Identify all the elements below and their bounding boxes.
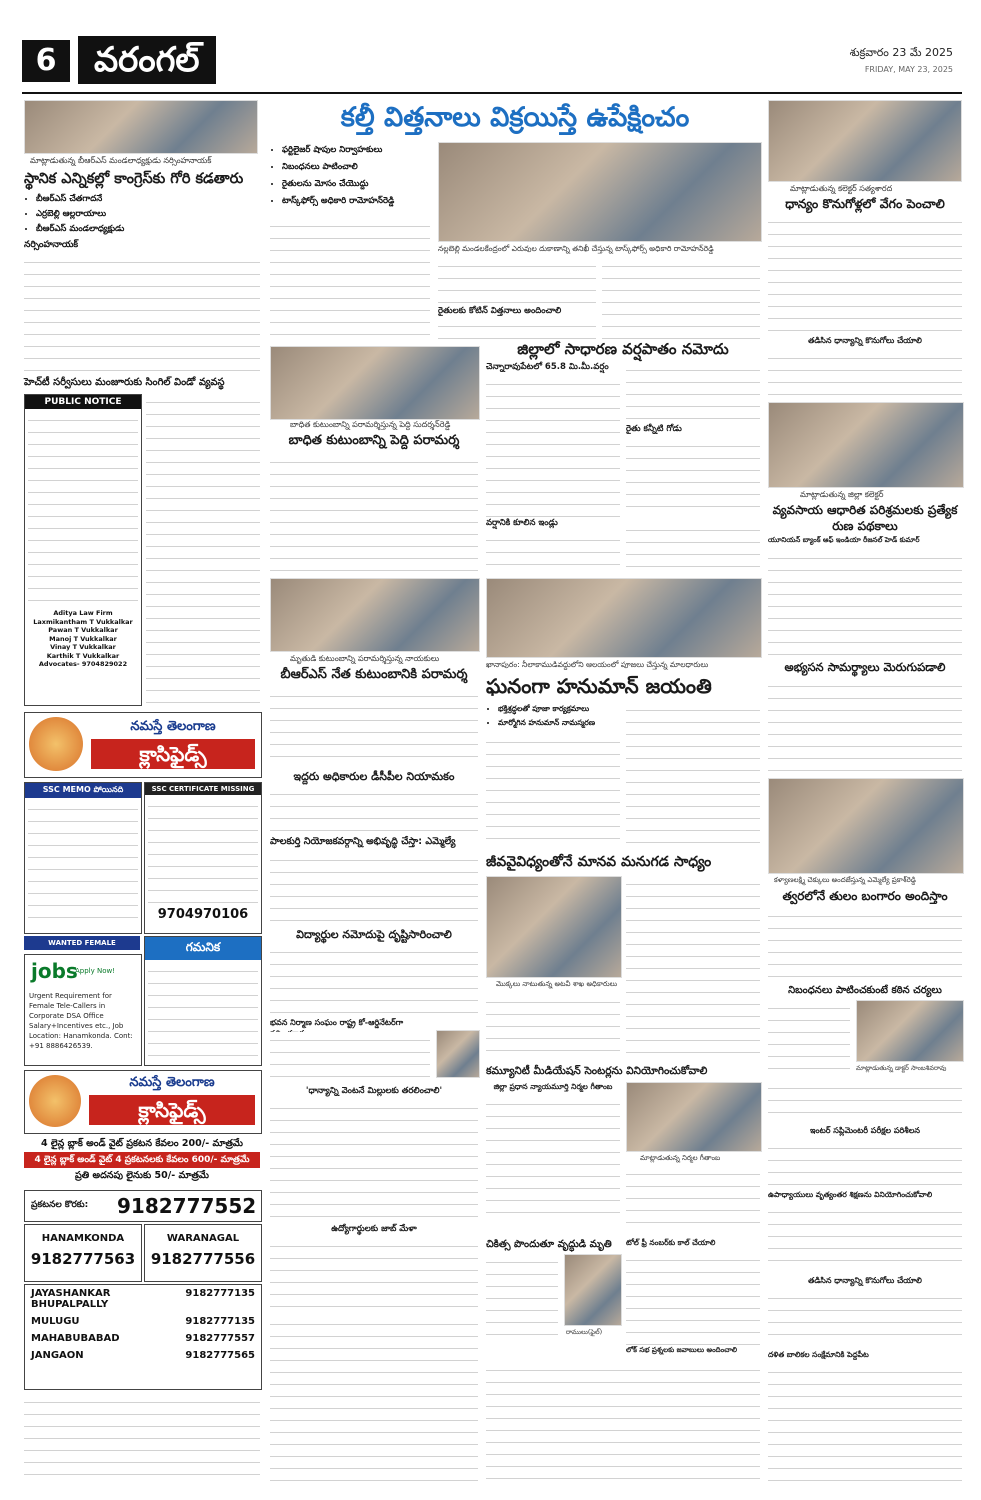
dcp-headline: ఇద్దరు అధికారుల డీసీపీల నియామకం: [293, 770, 455, 783]
district-row: [25, 1347, 261, 1364]
students-headline: విద్యార్థుల నమోదుపై దృష్టిసారించాలి: [296, 928, 452, 941]
notice-signatory: Pawan T Vukkalkar: [48, 626, 118, 634]
center-bottom-filler: [270, 1316, 478, 1482]
classifieds-logo-icon: [29, 717, 83, 771]
left-second-headline: హెచ్‌టీ సర్వీసులు మంజూరుకు సింగిల్ విండో వ్యవస్థ: [24, 377, 225, 388]
mediation-body-col2: [626, 1166, 760, 1232]
hanuman-body-col1: [486, 734, 620, 846]
jobs-logo: jobs: [31, 959, 78, 983]
farmers-sub: రైతు కన్నీటి గోడు: [626, 424, 682, 434]
death-body: [486, 1254, 558, 1346]
bio-body-col2: [626, 876, 760, 1058]
left-article-body-2: [146, 394, 260, 704]
notice-signatory: Vinay T Vukkalkar: [50, 643, 116, 651]
notice-signatory: Laxmikantham T Vukkalkar: [33, 617, 133, 626]
mediation-headline: కమ్యూనిటీ మీడియేషన్ సెంటర్లను వినియోగించుకోవాలి: [486, 1065, 708, 1077]
lead-body-col1: [270, 218, 430, 340]
toll-sub: టోల్ ఫ్రీ నంబర్‌కు కాల్ చేయాలి: [626, 1238, 716, 1247]
grain-body: [270, 1100, 478, 1220]
right-body1: [768, 214, 962, 332]
district-phone: 9182777557: [185, 1333, 255, 1344]
district-name: MULUGU: [31, 1316, 80, 1327]
classifieds-brand-2: నమస్తే తెలంగాణ: [129, 1075, 215, 1090]
condolence2-headline: బీఆర్ఎస్ నేత కుటుంబానికి పరామర్శ: [280, 667, 468, 682]
condolence1-caption: బాధిత కుటుంబాన్ని పరామర్శిస్తున్న పెద్ది సుదర్శన్‌రెడ్డి: [290, 420, 451, 429]
bio-body-col1: [486, 994, 620, 1058]
wanted-banner: WANTED FEMALE TELECALLERS: [24, 936, 140, 950]
lead-bullet: • నిబంధనలు పాటించాలి: [282, 159, 430, 176]
right-sub1-body: [768, 350, 962, 398]
classified-rates: [24, 1136, 260, 1184]
left-bullets: [24, 192, 260, 237]
lead-body-col3: [602, 258, 760, 340]
district-row: [25, 1313, 261, 1330]
district-contacts: [24, 1284, 262, 1390]
page-number: 6: [22, 40, 70, 82]
district-row: [25, 1330, 261, 1347]
right-photo2-caption: మాట్లాడుతున్న జిల్లా కలెక్టర్: [800, 490, 884, 499]
left-bullet: • బీఆర్ఎస్ చేతగాదనే: [36, 192, 260, 207]
rain-headline: జిల్లాలో సాధారణ వర్షపాతం నమోదు: [517, 340, 729, 358]
toll-body: [626, 1252, 760, 1346]
contact-box: [24, 1190, 262, 1222]
ssc-memo-body: [28, 801, 138, 927]
rain2-sub: వర్షానికి కూలిన ఇండ్లు: [486, 518, 620, 530]
right-sub7: ఉపాధ్యాయులు వృత్యంతర శిక్షణను వినియోగించుకోవాలి: [768, 1190, 933, 1199]
ssc-certificate-phone: 9704970106: [157, 907, 249, 922]
public-notice: [24, 394, 142, 706]
notice-signatory: Advocates- 9704829022: [38, 660, 128, 668]
right-body3: [768, 678, 962, 774]
right-photo-caption: మాట్లాడుతున్న కలెక్టర్ సత్యశారద: [790, 184, 893, 193]
left-byline: నర్సింహనాయక్: [24, 240, 79, 250]
hanuman-headline: ఘనంగా హనుమాన్ జయంతి: [486, 674, 712, 698]
mediation-sub: జిల్లా ప్రధాన న్యాయమూర్తి నిర్మల గీతాంబ: [493, 1082, 613, 1091]
farmers-body: [626, 438, 760, 518]
classifieds-logo-icon: [29, 1075, 81, 1127]
classifieds-title: క్లాసిఫైడ్స్: [91, 739, 255, 769]
condolence1-photo: [270, 346, 480, 420]
left-photo: [24, 100, 258, 154]
contact-phone: 9182777552: [117, 1194, 257, 1218]
left-headline: స్థానిక ఎన్నికల్లో కాంగ్రెస్‌కు గోరి కడతారు: [24, 171, 244, 187]
notice-signatory: Manoj T Vukkalkar: [49, 634, 117, 643]
mla-headline: పాలకుర్తి నియోజకవర్గాన్ని అభివృద్ధి చేస్తా: ఎమ్మెల్యే: [270, 836, 456, 847]
right-headline2: వ్యవసాయ ఆధారిత పరిశ్రమలకు ప్రత్యేక రుణ పథకాలు: [772, 503, 958, 533]
condolence2-photo: [270, 578, 480, 652]
hanuman-bullet: • మార్మోగిన హనుమాన్ నామస్మరణ: [498, 716, 620, 730]
right-photo3-caption: కళ్యాణలక్ష్మి చెక్కులు అందజేస్తున్న ఎమ్మెల్యే ప్రకాశ్‌రెడ్డి: [774, 876, 916, 884]
left-bullet: • ఎర్రబెల్లి ఆల్లరాయాలు: [36, 207, 260, 222]
condolence1-headline: బాధిత కుటుంబాన్ని పెద్ది పరామర్శ: [288, 433, 460, 448]
ssc-certificate-body: [148, 798, 258, 904]
lead-headline: కల్తీ విత్తనాలు విక్రయిస్తే ఉపేక్షించం: [340, 102, 690, 133]
right-sub6: ఇంటర్ సప్లిమెంటరీ పరీక్షల పరిశీలన: [810, 1126, 920, 1135]
center-bottom-filler-2: [486, 1362, 760, 1482]
district-row: [25, 1285, 261, 1313]
bhavana-body: [270, 1032, 430, 1082]
lead-body-col2: [438, 258, 596, 340]
rain-body-col1: [486, 376, 620, 518]
dcp-body: [270, 786, 478, 832]
right-photo5-caption: మాట్లాడుతున్న డాక్టర్ సాంబశివరావు: [856, 1064, 947, 1072]
date-english: FRIDAY, MAY 23, 2025: [864, 65, 953, 74]
rate-line: ప్రతి అదనపు లైనుకు 50/- మాత్రమే: [75, 1170, 209, 1181]
condolence2-body: [270, 688, 478, 764]
lead-photo: [438, 142, 762, 242]
right-headline1: ధాన్యం కొనుగోళ్లలో వేగం పెంచాలి: [785, 196, 945, 211]
right-sub1: తడిసిన ధాన్యాన్ని కొనుగోలు చేయాలి: [808, 336, 922, 345]
right-body8: [768, 1290, 962, 1346]
right-sub8: తడిసిన ధాన్యాన్ని కొనుగోలు చేయాలి: [808, 1276, 922, 1285]
office-warangal: [144, 1224, 262, 1282]
right-headline3: అభ్యసన సామర్థ్యాలు మెరుగుపడాలి: [784, 660, 946, 674]
right-photo5: [856, 1000, 964, 1062]
rain-sub: చెన్నారావుపేటలో 65.8 మి.మీ.వర్షం: [486, 362, 609, 372]
hanuman-body-col2: [626, 702, 760, 846]
public-notice-title: PUBLIC NOTICE: [25, 395, 141, 409]
district-name: MAHABUBABAD: [31, 1333, 120, 1344]
students-body: [270, 944, 478, 1014]
classifieds-brand: నమస్తే తెలంగాణ: [130, 719, 216, 734]
edition-city: వరంగల్: [78, 36, 216, 84]
office-name: HANAMKONDA: [41, 1233, 125, 1244]
right-body4: [768, 908, 962, 978]
rain2-body-b: [626, 522, 760, 572]
district-phone: 9182777565: [185, 1350, 255, 1361]
notice-signatory: Karthik T Vukkalkar: [46, 651, 120, 660]
classifieds-banner-2: [24, 1070, 262, 1134]
district-phone: 9182777135: [185, 1316, 255, 1327]
hanuman-bullet: • భక్తిశ్రద్ధలతో పూజా కార్యక్రమాలు: [498, 702, 620, 716]
lead-sub-head: రైతులకు కోటిన్ విత్తనాలు అందించాలి: [438, 306, 596, 318]
right-body2: [768, 550, 962, 656]
lead-bullet: • ఫర్టిలైజర్ షాపుల నిర్వాహకులు: [282, 142, 430, 159]
office-phone: 9182777563: [30, 1250, 136, 1268]
district-name: JANGAON: [31, 1350, 84, 1361]
lead-bullet: • రైతులను మోసం చేయొద్దు: [282, 176, 430, 193]
classifieds-banner: [24, 712, 262, 778]
date-telugu: శుక్రవారం 23 మే 2025: [849, 46, 953, 59]
bhavana-photo: [436, 1030, 480, 1078]
bio-headline: జీవవైవిధ్యంతోనే మానవ మనుగడ సాధ్యం: [486, 854, 712, 870]
lead-bullet: • టాస్క్‌ఫోర్స్ అధికారి రామోహన్‌రెడ్డి: [282, 193, 430, 210]
ssc-memo-title: SSC MEMO పోయినది: [25, 783, 141, 798]
right-photo2: [768, 402, 964, 488]
death-photo: [564, 1254, 622, 1326]
office-phone: 9182777556: [150, 1250, 256, 1268]
right-body9: [768, 1364, 962, 1482]
rain2-body: [486, 532, 620, 572]
toll-sub2: లోక్ సభ ప్రశ్నలకు జవాబులు అందించాలి: [626, 1346, 738, 1354]
hanuman-photo: [486, 578, 762, 658]
lead-bullets: [270, 142, 430, 210]
mla-body: [270, 852, 478, 924]
ssc-memo-ad: [24, 782, 142, 934]
left-bullet: • బీఆర్ఎస్ మండలాధ్యక్షుడు: [36, 222, 260, 237]
notice-signatory: Aditya Law Firm: [53, 609, 113, 617]
right-headline4: త్వరలోనే తులం బంగారం అందిస్తాం: [782, 889, 948, 903]
classifieds-title-2: క్లాసిఫైడ్స్: [89, 1095, 255, 1125]
camp-body: [270, 1238, 478, 1310]
mediation-photo: [626, 1082, 762, 1152]
jobs-ad: [24, 954, 142, 1066]
hanuman-bullets: [486, 702, 620, 730]
mediation-caption: మాట్లాడుతున్న నిర్మల గీతాంబ: [640, 1154, 721, 1162]
ssc-certificate-ad: [144, 782, 262, 934]
gamanika-ad: [144, 936, 262, 1066]
gamanika-title: గమనిక: [145, 937, 261, 960]
masthead-rule: [22, 92, 962, 94]
death-headline: చికిత్స పొందుతూ వృద్ధుడి మృతి: [486, 1239, 612, 1250]
left-photo-caption: మాట్లాడుతున్న బీఆర్ఎస్ మండలాధ్యక్షుడు నర్సింహనాయక్: [30, 156, 212, 165]
rate-line: 4 లైన్ల బ్లాక్ అండ్ వైట్ 4 ప్రకటనలకు కేవలం 600/- మాత్రమే: [24, 1152, 260, 1168]
right-body6: [768, 1140, 962, 1186]
district-name: JAYASHANKAR BHUPALPALLY: [31, 1288, 111, 1310]
notice-signatories: [25, 609, 141, 669]
right-body7: [768, 1204, 962, 1272]
jobs-sub: Apply Now!: [75, 967, 116, 975]
public-notice-body: [28, 412, 138, 606]
grain-sub: 'ధాన్యాన్ని వెంటనే మిల్లులకు తరలించాలి': [305, 1086, 443, 1096]
masthead: [0, 0, 981, 96]
office-hanamkonda: [24, 1224, 142, 1282]
camp-sub: ఉద్యోగార్థులకు జాబ్ మేళా: [331, 1224, 417, 1234]
right-body5: [768, 1000, 850, 1076]
left-article-body: [24, 254, 260, 372]
district-phone: 9182777135: [185, 1288, 255, 1299]
hanuman-caption: ఖానాపురం: నీలాకాముడివద్దులోని ఆలయంలో పూజలు చేస్తున్న మాలధారులు: [486, 660, 709, 669]
lead-photo-caption: నల్లబెల్లి మండలకేంద్రంలో ఎరువుల దుకాణాన్ని తనిఖీ చేస్తున్న టాస్క్‌ఫోర్స్ అధికారి రామోహన్‌రెడ్డి: [438, 244, 714, 253]
classified-footer-filler: [24, 1394, 260, 1484]
masthead-date: [850, 46, 953, 74]
rate-line: 4 లైన్ల బ్లాక్ అండ్ వైట్ ప్రకటన కేవలం 200/- మాత్రమే: [41, 1138, 243, 1149]
right-headline2-sub: యూనియన్ బ్యాంక్ ఆఫ్ ఇండియా రీజనల్ హెడ్ కుమార్: [768, 536, 920, 544]
bio-caption: మొక్కలు నాటుతున్న అటవీ శాఖ అధికారులు: [496, 980, 618, 988]
rain-body-col2: [626, 362, 760, 420]
right-headline5: నిబంధనలు పాటించకుంటే కఠిన చర్యలు: [788, 985, 942, 996]
right-photo: [768, 100, 962, 182]
right-sub9: దళిత బాలికల సంక్షేమానికి పెద్దపీట: [768, 1350, 869, 1359]
condolence1-body: [270, 454, 478, 574]
right-photo3: [768, 778, 964, 874]
jobs-text: Urgent Requirement for Female Tele-Callers in Corporate DSA Office Salary+Incentives etc., Job Location: Hanamkonda. Cont: +91 8886426539.: [29, 992, 133, 1050]
office-name: WARANAGAL: [166, 1233, 240, 1244]
bio-photo: [486, 876, 622, 978]
right-body5b: [768, 1080, 962, 1122]
contact-label: ప్రకటనల కొరకు:: [31, 1200, 89, 1210]
condolence2-caption: మృతుడి కుటుంబాన్ని పరామర్శిస్తున్న నాయకులు: [290, 654, 440, 663]
death-caption: రాములు(ఫైల్): [566, 1328, 603, 1336]
gamanika-body: [148, 963, 258, 1059]
ssc-certificate-title: SSC CERTIFICATE MISSING: [145, 783, 261, 795]
mediation-body-col1: [486, 1096, 620, 1216]
bhavana-sub: భవన నిర్మాణ సంఘం రాష్ట్ర కో-ఆర్డినేటర్‌గా: [270, 1018, 404, 1027]
